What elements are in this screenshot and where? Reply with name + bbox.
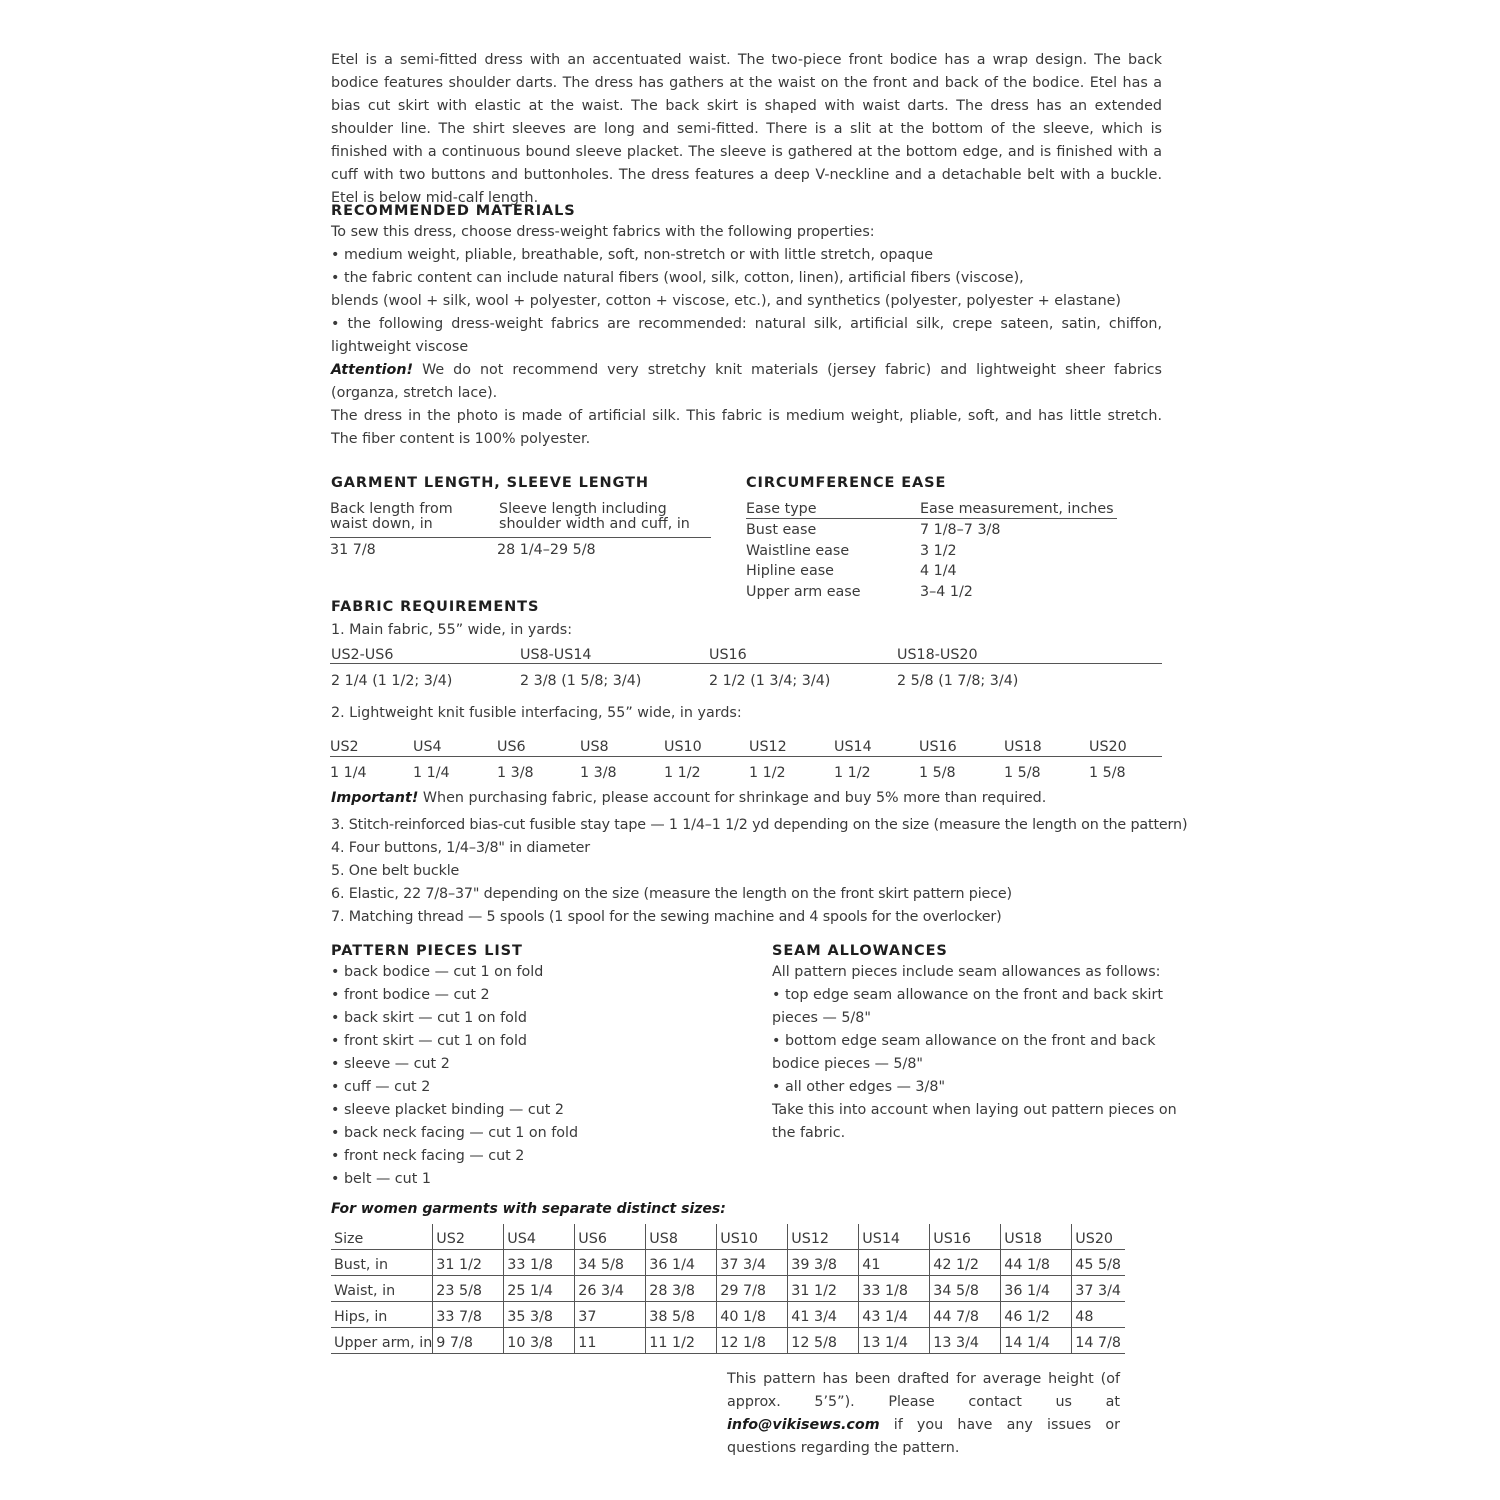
size-chart-row — [331, 1302, 1125, 1328]
size-chart-cell: 33 1/8 — [504, 1250, 575, 1276]
interfacing-value: 1 1/2 — [749, 765, 786, 781]
size-chart-row-label: Bust, in — [331, 1250, 433, 1276]
piece-item: • cuff — cut 2 — [331, 1079, 431, 1095]
supplies-list — [331, 814, 1187, 929]
interfacing-value: 1 3/8 — [497, 765, 534, 781]
main-fabric-size: US2-US6 — [331, 647, 394, 663]
size-chart-header-cell: US14 — [859, 1224, 930, 1250]
size-chart-cell: 10 3/8 — [504, 1328, 575, 1354]
divider — [330, 663, 1162, 664]
size-chart-cell: 12 5/8 — [788, 1328, 859, 1354]
size-chart-header-cell: US6 — [575, 1224, 646, 1250]
garment-col-header-line: waist down, in — [330, 516, 433, 532]
size-chart-cell: 28 3/8 — [646, 1276, 717, 1302]
size-chart-cell: 14 1/4 — [1001, 1328, 1072, 1354]
supply-item: 5. One belt buckle — [331, 863, 460, 879]
divider — [330, 756, 1162, 757]
ease-col-header: Ease type — [746, 501, 817, 517]
interfacing-size: US8 — [580, 739, 609, 755]
size-chart-row — [331, 1276, 1125, 1302]
size-chart-cell: 48 — [1072, 1302, 1125, 1328]
seam-line: pieces — 5/8" — [772, 1010, 871, 1026]
footer-text: This pattern has been drafted for average height (of approx. 5’5”). Please contact us at — [727, 1371, 1120, 1410]
size-chart-cell: 11 — [575, 1328, 646, 1354]
size-chart-cell: 41 — [859, 1250, 930, 1276]
size-chart-cell: 40 1/8 — [717, 1302, 788, 1328]
size-chart-cell: 37 3/4 — [717, 1250, 788, 1276]
fabric-heading: FABRIC REQUIREMENTS — [331, 599, 540, 615]
interfacing-size: US2 — [330, 739, 359, 755]
interfacing-size: US4 — [413, 739, 442, 755]
footer-text: if you have any issues or questions regarding the pattern. — [727, 1417, 1120, 1456]
piece-item: • sleeve — cut 2 — [331, 1056, 450, 1072]
seam-line: • all other edges — 3/8" — [772, 1079, 946, 1095]
size-chart-header-cell: US16 — [930, 1224, 1001, 1250]
materials-line: • the following dress-weight fabrics are recommended: natural silk, artificial silk, crepe sateen, satin, chiffon, lightweight viscose — [331, 316, 1162, 355]
size-chart-cell: 13 1/4 — [859, 1328, 930, 1354]
size-chart-cell: 33 7/8 — [433, 1302, 504, 1328]
seam-line: Take this into account when laying out pattern pieces on — [772, 1102, 1177, 1118]
main-fabric-value: 2 1/2 (1 3/4; 3/4) — [709, 673, 831, 689]
size-chart-header-cell: US8 — [646, 1224, 717, 1250]
main-fabric-value: 2 3/8 (1 5/8; 3/4) — [520, 673, 642, 689]
size-chart-header-row — [331, 1224, 1125, 1250]
size-chart-cell: 37 3/4 — [1072, 1276, 1125, 1302]
piece-item: • back bodice — cut 1 on fold — [331, 964, 544, 980]
size-chart-cell: 44 1/8 — [1001, 1250, 1072, 1276]
interfacing-size: US14 — [834, 739, 872, 755]
interfacing-value: 1 1/2 — [834, 765, 871, 781]
garment-col-header-line: shoulder width and cuff, in — [499, 516, 690, 532]
interfacing-value: 1 5/8 — [1004, 765, 1041, 781]
main-fabric-size: US18-US20 — [897, 647, 978, 663]
ease-heading: CIRCUMFERENCE EASE — [746, 475, 947, 491]
ease-col-header: Ease measurement, inches — [920, 501, 1114, 517]
size-chart-cell: 34 5/8 — [930, 1276, 1001, 1302]
seam-line: bodice pieces — 5/8" — [772, 1056, 923, 1072]
ease-type: Upper arm ease — [746, 583, 861, 600]
size-chart-row-label: Hips, in — [331, 1302, 433, 1328]
ease-row — [746, 542, 1126, 563]
interfacing-size: US12 — [749, 739, 787, 755]
size-chart-cell: 9 7/8 — [433, 1328, 504, 1354]
size-chart-header-cell: US4 — [504, 1224, 575, 1250]
seam-line: the fabric. — [772, 1125, 846, 1141]
size-chart-cell: 14 7/8 — [1072, 1328, 1125, 1354]
ease-type: Waistline ease — [746, 542, 850, 559]
size-chart-header-cell: US10 — [717, 1224, 788, 1250]
interfacing-value: 1 1/4 — [330, 765, 367, 781]
size-chart-cell: 46 1/2 — [1001, 1302, 1072, 1328]
size-chart-cell: 25 1/4 — [504, 1276, 575, 1302]
interfacing-size: US18 — [1004, 739, 1042, 755]
main-fabric-size: US8-US14 — [520, 647, 592, 663]
size-chart-cell: 44 7/8 — [930, 1302, 1001, 1328]
size-chart-cell: 37 — [575, 1302, 646, 1328]
garment-heading: GARMENT LENGTH, SLEEVE LENGTH — [331, 475, 649, 491]
piece-item: • sleeve placket binding — cut 2 — [331, 1102, 565, 1118]
interfacing-value: 1 5/8 — [1089, 765, 1126, 781]
size-chart-cell: 26 3/4 — [575, 1276, 646, 1302]
main-fabric-label: 1. Main fabric, 55” wide, in yards: — [331, 622, 573, 638]
size-chart-cell: 35 3/8 — [504, 1302, 575, 1328]
garment-back-length: 31 7/8 — [330, 542, 376, 558]
size-chart-header-cell: US20 — [1072, 1224, 1125, 1250]
size-chart-cell: 43 1/4 — [859, 1302, 930, 1328]
size-chart-cell: 39 3/8 — [788, 1250, 859, 1276]
main-fabric-size: US16 — [709, 647, 747, 663]
size-chart-cell: 42 1/2 — [930, 1250, 1001, 1276]
contact-email[interactable]: info@vikisews.com — [727, 1417, 880, 1433]
footer-note — [727, 1368, 1120, 1460]
size-chart-header-cell: US2 — [433, 1224, 504, 1250]
seam-line: All pattern pieces include seam allowances as follows: — [772, 964, 1161, 980]
main-fabric-value: 2 5/8 (1 7/8; 3/4) — [897, 673, 1019, 689]
size-chart-row-label: Waist, in — [331, 1276, 433, 1302]
interfacing-value: 1 1/2 — [664, 765, 701, 781]
size-chart-cell: 29 7/8 — [717, 1276, 788, 1302]
size-chart-cell: 13 3/4 — [930, 1328, 1001, 1354]
size-chart-cell: 36 1/4 — [1001, 1276, 1072, 1302]
piece-item: • front neck facing — cut 2 — [331, 1148, 525, 1164]
attention-note — [331, 359, 1162, 405]
size-chart-cell: 38 5/8 — [646, 1302, 717, 1328]
seam-line: • top edge seam allowance on the front and back skirt — [772, 987, 1163, 1003]
piece-item: • back neck facing — cut 1 on fold — [331, 1125, 579, 1141]
size-chart-header-cell: Size — [331, 1224, 433, 1250]
materials-line: To sew this dress, choose dress-weight fabrics with the following properties: — [331, 224, 875, 240]
photo-note: The dress in the photo is made of artificial silk. This fabric is medium weight, pliable, soft, and has little stretch. The fiber content is 100% polyester. — [331, 408, 1162, 447]
ease-row — [746, 583, 1126, 604]
garment-col-header-line: Back length from — [330, 501, 453, 517]
ease-row — [746, 562, 1126, 583]
size-chart-cell: 36 1/4 — [646, 1250, 717, 1276]
ease-value: 3–4 1/2 — [920, 583, 973, 600]
interfacing-size: US20 — [1089, 739, 1127, 755]
piece-item: • belt — cut 1 — [331, 1171, 431, 1187]
interfacing-size: US6 — [497, 739, 526, 755]
materials-section — [331, 221, 1162, 451]
garment-col-header — [499, 502, 690, 532]
main-fabric-value: 2 1/4 (1 1/2; 3/4) — [331, 673, 453, 689]
interfacing-label: 2. Lightweight knit fusible interfacing, 55” wide, in yards: — [331, 705, 742, 721]
materials-line: • medium weight, pliable, breathable, soft, non-stretch or with little stretch, opaque — [331, 247, 934, 263]
size-chart-table — [331, 1224, 1125, 1354]
ease-value: 3 1/2 — [920, 542, 957, 559]
ease-value: 4 1/4 — [920, 563, 957, 579]
garment-col-header-line: Sleeve length including — [499, 501, 667, 517]
materials-line: • the fabric content can include natural fibers (wool, silk, cotton, linen), artificial fibers (viscose), — [331, 270, 1024, 286]
seam-text — [772, 961, 1177, 1145]
divider — [746, 518, 1117, 519]
pieces-list — [331, 961, 578, 1191]
piece-item: • front bodice — cut 2 — [331, 987, 490, 1003]
materials-line: blends (wool + silk, wool + polyester, cotton + viscose, etc.), and synthetics (polyester, polyester + elastane) — [331, 293, 1122, 309]
size-chart-header-cell: US12 — [788, 1224, 859, 1250]
interfacing-value: 1 1/4 — [413, 765, 450, 781]
size-chart-cell: 12 1/8 — [717, 1328, 788, 1354]
garment-col-header — [330, 502, 453, 532]
piece-item: • front skirt — cut 1 on fold — [331, 1033, 527, 1049]
interfacing-value: 1 5/8 — [919, 765, 956, 781]
interfacing-value: 1 3/8 — [580, 765, 617, 781]
attention-label: Attention! — [331, 362, 414, 378]
interfacing-size: US16 — [919, 739, 957, 755]
supply-item: 3. Stitch-reinforced bias-cut fusible stay tape — 1 1/4–1 1/2 yd depending on the size (measure the length on the pattern) — [331, 817, 1188, 833]
seam-line: • bottom edge seam allowance on the front and back — [772, 1033, 1156, 1049]
piece-item: • back skirt — cut 1 on fold — [331, 1010, 527, 1026]
size-chart-row — [331, 1250, 1125, 1276]
garment-sleeve-length: 28 1/4–29 5/8 — [497, 542, 596, 558]
attention-text: We do not recommend very stretchy knit materials (jersey fabric) and lightweight sheer fabrics (organza, stretch lace). — [331, 362, 1162, 401]
size-chart-row — [331, 1328, 1125, 1354]
ease-type: Bust ease — [746, 522, 817, 538]
pieces-heading: PATTERN PIECES LIST — [331, 943, 523, 959]
size-chart-header-cell: US18 — [1001, 1224, 1072, 1250]
size-chart-cell: 31 1/2 — [433, 1250, 504, 1276]
size-chart-heading: For women garments with separate distinct sizes: — [331, 1201, 726, 1217]
size-chart-cell: 11 1/2 — [646, 1328, 717, 1354]
ease-type: Hipline ease — [746, 563, 834, 579]
supply-item: 6. Elastic, 22 7/8–37" depending on the size (measure the length on the front skirt pattern piece) — [331, 886, 1012, 902]
materials-heading: RECOMMENDED MATERIALS — [331, 203, 576, 219]
size-chart-row-label: Upper arm, in — [331, 1328, 433, 1354]
intro-paragraph: Etel is a semi-fitted dress with an accentuated waist. The two-piece front bodice has a wrap design. The back bodice features shoulder darts. The dress has gathers at the waist on the front and back of the bodice. Etel has a bias cut skirt with elastic at the waist. The back skirt is shaped with waist darts. The dress has an extended shoulder line. The shirt sleeves are long and semi-fitted. There is a slit at the bottom of the sleeve, which is finished with a continuous bound sleeve placket. The sleeve is gathered at the bottom edge, and is finished with a cuff with two buttons and buttonholes. The dress features a deep V-neckline and a detachable belt with a buckle. Etel is below mid-calf length. — [331, 52, 1162, 206]
supply-item: 4. Four buttons, 1/4–3/8" in diameter — [331, 840, 590, 856]
important-note — [331, 787, 1046, 810]
ease-table — [746, 521, 1126, 603]
size-chart-cell: 45 5/8 — [1072, 1250, 1125, 1276]
size-chart-cell: 31 1/2 — [788, 1276, 859, 1302]
important-text: When purchasing fabric, please account for shrinkage and buy 5% more than required. — [418, 790, 1047, 806]
ease-value: 7 1/8–7 3/8 — [920, 522, 1001, 538]
size-chart-cell: 23 5/8 — [433, 1276, 504, 1302]
size-chart-cell: 33 1/8 — [859, 1276, 930, 1302]
divider — [330, 537, 711, 538]
supply-item: 7. Matching thread — 5 spools (1 spool for the sewing machine and 4 spools for the overlocker) — [331, 909, 1002, 925]
seam-heading: SEAM ALLOWANCES — [772, 943, 948, 959]
important-label: Important! — [331, 790, 419, 806]
interfacing-size: US10 — [664, 739, 702, 755]
ease-row — [746, 521, 1126, 542]
size-chart-cell: 41 3/4 — [788, 1302, 859, 1328]
size-chart-cell: 34 5/8 — [575, 1250, 646, 1276]
